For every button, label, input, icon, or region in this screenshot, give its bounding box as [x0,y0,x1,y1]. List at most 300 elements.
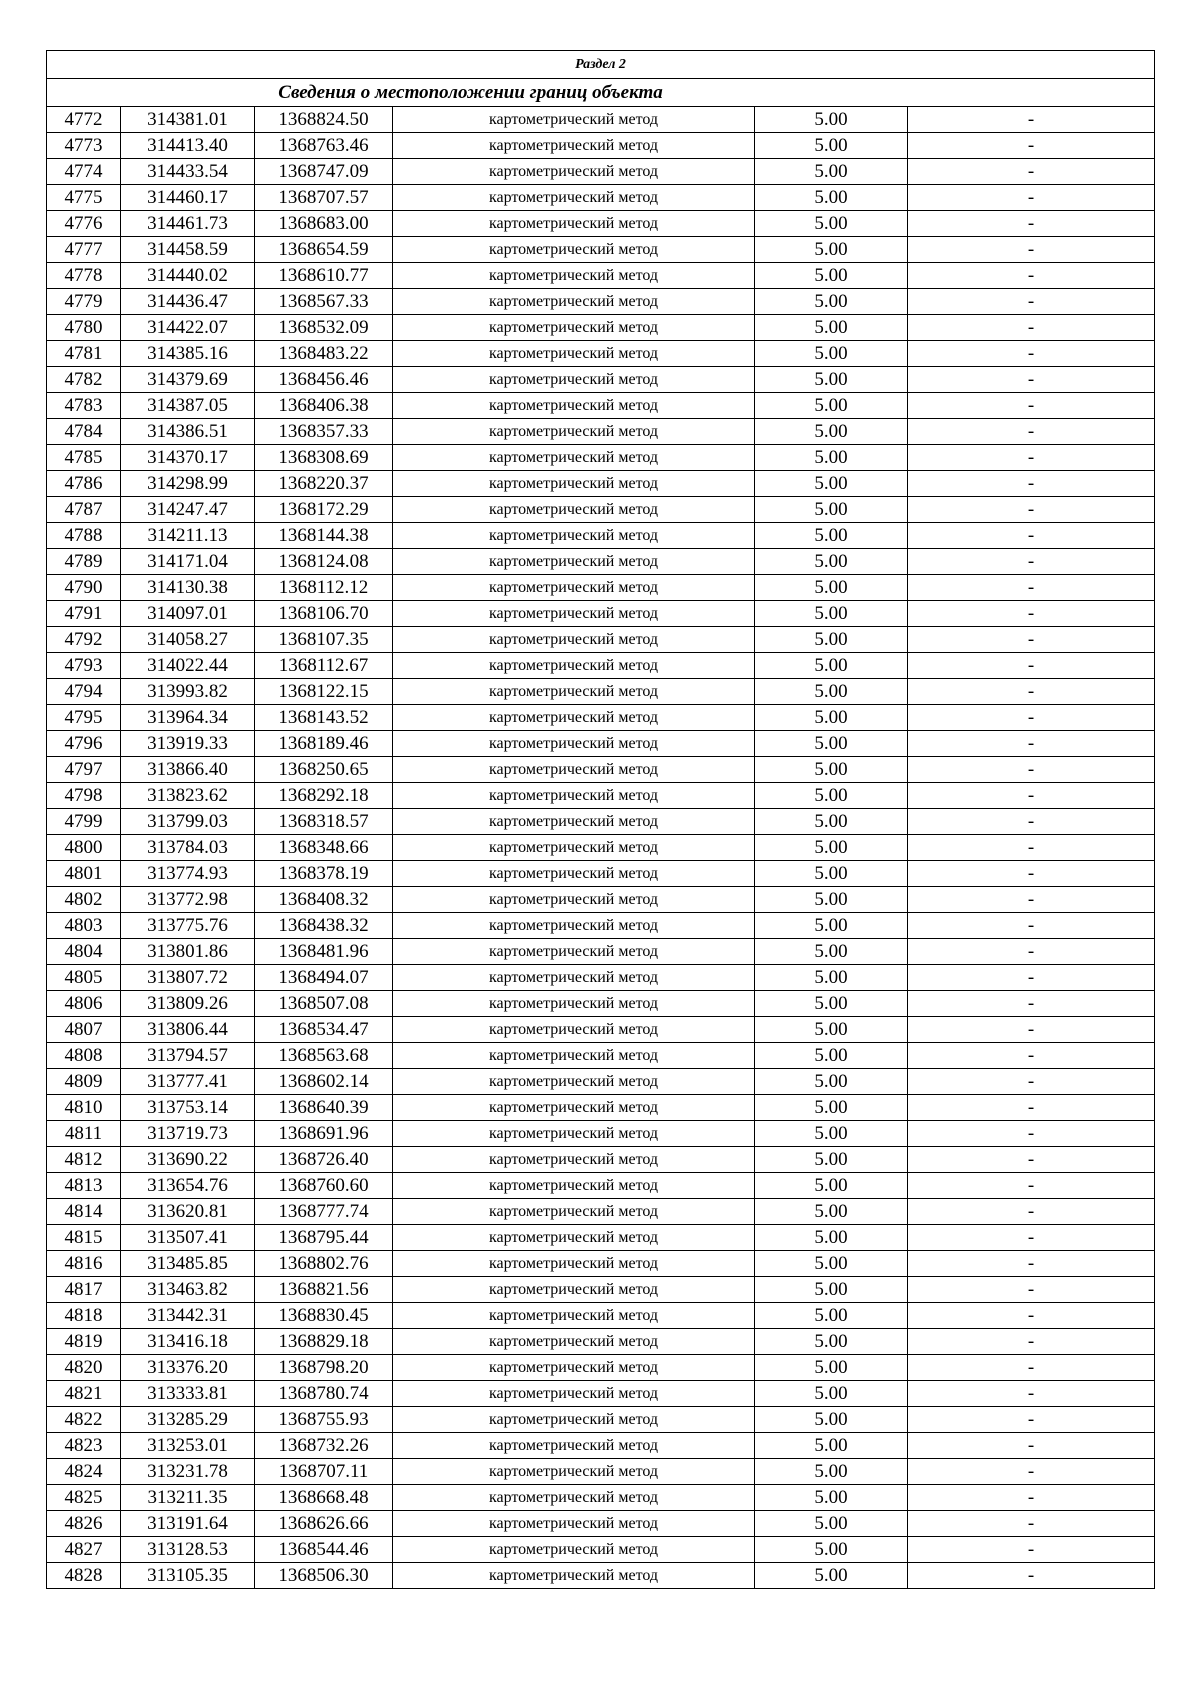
x-coordinate-cell: 313801.86 [121,939,255,965]
y-coordinate-cell: 1368172.29 [255,497,393,523]
y-coordinate-cell: 1368308.69 [255,445,393,471]
point-number-cell: 4776 [47,211,121,237]
method-cell: картометрический метод [393,1225,755,1251]
y-coordinate-cell: 1368112.12 [255,575,393,601]
table-row [47,679,1155,705]
point-number-cell: 4796 [47,731,121,757]
accuracy-cell: 5.00 [755,1485,908,1511]
x-coordinate-cell: 313919.33 [121,731,255,757]
y-coordinate-cell: 1368795.44 [255,1225,393,1251]
description-cell: - [908,1017,1155,1043]
accuracy-cell: 5.00 [755,237,908,263]
method-cell: картометрический метод [393,1069,755,1095]
description-cell: - [908,1277,1155,1303]
y-coordinate-cell: 1368798.20 [255,1355,393,1381]
x-coordinate-cell: 314370.17 [121,445,255,471]
y-coordinate-cell: 1368763.46 [255,133,393,159]
description-cell: - [908,939,1155,965]
table-row [47,1277,1155,1303]
method-cell: картометрический метод [393,289,755,315]
x-coordinate-cell: 314413.40 [121,133,255,159]
accuracy-cell: 5.00 [755,549,908,575]
y-coordinate-cell: 1368507.08 [255,991,393,1017]
x-coordinate-cell: 314458.59 [121,237,255,263]
y-coordinate-cell: 1368760.60 [255,1173,393,1199]
x-coordinate-cell: 313285.29 [121,1407,255,1433]
point-number-cell: 4781 [47,341,121,367]
point-number-cell: 4815 [47,1225,121,1251]
table-row [47,1329,1155,1355]
accuracy-cell: 5.00 [755,861,908,887]
table-row [47,1459,1155,1485]
table-row [47,757,1155,783]
x-coordinate-cell: 314381.01 [121,107,255,133]
description-cell: - [908,913,1155,939]
description-cell: - [908,575,1155,601]
x-coordinate-cell: 313775.76 [121,913,255,939]
table-row [47,315,1155,341]
y-coordinate-cell: 1368802.76 [255,1251,393,1277]
method-cell: картометрический метод [393,393,755,419]
accuracy-cell: 5.00 [755,1225,908,1251]
description-cell: - [908,679,1155,705]
y-coordinate-cell: 1368610.77 [255,263,393,289]
description-cell: - [908,263,1155,289]
coordinates-table [46,50,1155,1589]
x-coordinate-cell: 314387.05 [121,393,255,419]
x-coordinate-cell: 313823.62 [121,783,255,809]
description-cell: - [908,809,1155,835]
x-coordinate-cell: 313799.03 [121,809,255,835]
table-row [47,445,1155,471]
y-coordinate-cell: 1368707.57 [255,185,393,211]
accuracy-cell: 5.00 [755,1303,908,1329]
x-coordinate-cell: 313794.57 [121,1043,255,1069]
point-number-cell: 4805 [47,965,121,991]
point-number-cell: 4809 [47,1069,121,1095]
x-coordinate-cell: 314433.54 [121,159,255,185]
x-coordinate-cell: 313231.78 [121,1459,255,1485]
point-number-cell: 4820 [47,1355,121,1381]
accuracy-cell: 5.00 [755,1173,908,1199]
description-cell: - [908,1043,1155,1069]
point-number-cell: 4799 [47,809,121,835]
y-coordinate-cell: 1368780.74 [255,1381,393,1407]
method-cell: картометрический метод [393,497,755,523]
accuracy-cell: 5.00 [755,965,908,991]
point-number-cell: 4789 [47,549,121,575]
description-cell: - [908,523,1155,549]
point-number-cell: 4800 [47,835,121,861]
table-row [47,367,1155,393]
accuracy-cell: 5.00 [755,913,908,939]
accuracy-cell: 5.00 [755,393,908,419]
method-cell: картометрический метод [393,887,755,913]
method-cell: картометрический метод [393,133,755,159]
accuracy-cell: 5.00 [755,1563,908,1589]
method-cell: картометрический метод [393,965,755,991]
method-cell: картометрический метод [393,835,755,861]
x-coordinate-cell: 313993.82 [121,679,255,705]
method-cell: картометрический метод [393,419,755,445]
y-coordinate-cell: 1368143.52 [255,705,393,731]
accuracy-cell: 5.00 [755,289,908,315]
method-cell: картометрический метод [393,627,755,653]
table-row [47,1407,1155,1433]
point-number-cell: 4778 [47,263,121,289]
point-number-cell: 4783 [47,393,121,419]
point-number-cell: 4822 [47,1407,121,1433]
table-row [47,185,1155,211]
y-coordinate-cell: 1368438.32 [255,913,393,939]
x-coordinate-cell: 314436.47 [121,289,255,315]
table-row [47,549,1155,575]
point-number-cell: 4828 [47,1563,121,1589]
table-row [47,575,1155,601]
table-row [47,991,1155,1017]
y-coordinate-cell: 1368534.47 [255,1017,393,1043]
table-row [47,1017,1155,1043]
description-cell: - [908,497,1155,523]
accuracy-cell: 5.00 [755,1095,908,1121]
description-cell: - [908,1537,1155,1563]
accuracy-cell: 5.00 [755,1459,908,1485]
method-cell: картометрический метод [393,341,755,367]
x-coordinate-cell: 313809.26 [121,991,255,1017]
description-cell: - [908,237,1155,263]
table-row [47,653,1155,679]
table-row [47,211,1155,237]
table-row [47,497,1155,523]
accuracy-cell: 5.00 [755,211,908,237]
x-coordinate-cell: 313105.35 [121,1563,255,1589]
y-coordinate-cell: 1368683.00 [255,211,393,237]
x-coordinate-cell: 314379.69 [121,367,255,393]
point-number-cell: 4807 [47,1017,121,1043]
accuracy-cell: 5.00 [755,575,908,601]
method-cell: картометрический метод [393,1355,755,1381]
table-row [47,1121,1155,1147]
y-coordinate-cell: 1368824.50 [255,107,393,133]
table-row [47,1303,1155,1329]
x-coordinate-cell: 313807.72 [121,965,255,991]
point-number-cell: 4803 [47,913,121,939]
description-cell: - [908,549,1155,575]
point-number-cell: 4794 [47,679,121,705]
x-coordinate-cell: 314171.04 [121,549,255,575]
point-number-cell: 4772 [47,107,121,133]
accuracy-cell: 5.00 [755,1069,908,1095]
description-cell: - [908,1199,1155,1225]
table-row [47,1069,1155,1095]
x-coordinate-cell: 314460.17 [121,185,255,211]
point-number-cell: 4801 [47,861,121,887]
method-cell: картометрический метод [393,1251,755,1277]
method-cell: картометрический метод [393,757,755,783]
table-row [47,263,1155,289]
accuracy-cell: 5.00 [755,523,908,549]
accuracy-cell: 5.00 [755,1121,908,1147]
table-row [47,783,1155,809]
accuracy-cell: 5.00 [755,783,908,809]
description-cell: - [908,1381,1155,1407]
table-row [47,523,1155,549]
point-number-cell: 4819 [47,1329,121,1355]
description-cell: - [908,627,1155,653]
x-coordinate-cell: 314130.38 [121,575,255,601]
accuracy-cell: 5.00 [755,939,908,965]
table-row [47,1381,1155,1407]
y-coordinate-cell: 1368830.45 [255,1303,393,1329]
table-row [47,289,1155,315]
description-cell: - [908,835,1155,861]
x-coordinate-cell: 313690.22 [121,1147,255,1173]
point-number-cell: 4816 [47,1251,121,1277]
table-row [47,1251,1155,1277]
point-number-cell: 4802 [47,887,121,913]
x-coordinate-cell: 313654.76 [121,1173,255,1199]
description-cell: - [908,133,1155,159]
method-cell: картометрический метод [393,445,755,471]
y-coordinate-cell: 1368707.11 [255,1459,393,1485]
point-number-cell: 4808 [47,1043,121,1069]
y-coordinate-cell: 1368602.14 [255,1069,393,1095]
description-cell: - [908,1459,1155,1485]
point-number-cell: 4823 [47,1433,121,1459]
description-cell: - [908,1225,1155,1251]
point-number-cell: 4814 [47,1199,121,1225]
point-number-cell: 4812 [47,1147,121,1173]
method-cell: картометрический метод [393,1459,755,1485]
accuracy-cell: 5.00 [755,1251,908,1277]
y-coordinate-cell: 1368318.57 [255,809,393,835]
y-coordinate-cell: 1368563.68 [255,1043,393,1069]
table-row [47,1147,1155,1173]
y-coordinate-cell: 1368777.74 [255,1199,393,1225]
table-row [47,939,1155,965]
description-cell: - [908,1121,1155,1147]
table-row [47,1173,1155,1199]
table-row [47,731,1155,757]
description-cell: - [908,367,1155,393]
x-coordinate-cell: 313211.35 [121,1485,255,1511]
y-coordinate-cell: 1368220.37 [255,471,393,497]
method-cell: картометрический метод [393,1329,755,1355]
x-coordinate-cell: 313784.03 [121,835,255,861]
x-coordinate-cell: 313753.14 [121,1095,255,1121]
description-cell: - [908,861,1155,887]
table-row [47,1225,1155,1251]
point-number-cell: 4817 [47,1277,121,1303]
accuracy-cell: 5.00 [755,731,908,757]
method-cell: картометрический метод [393,939,755,965]
point-number-cell: 4775 [47,185,121,211]
section-row [47,51,1155,79]
point-number-cell: 4795 [47,705,121,731]
point-number-cell: 4791 [47,601,121,627]
x-coordinate-cell: 313866.40 [121,757,255,783]
table-row [47,887,1155,913]
description-cell: - [908,1303,1155,1329]
accuracy-cell: 5.00 [755,991,908,1017]
table-row [47,1355,1155,1381]
method-cell: картометрический метод [393,913,755,939]
y-coordinate-cell: 1368378.19 [255,861,393,887]
method-cell: картометрический метод [393,1121,755,1147]
method-cell: картометрический метод [393,1537,755,1563]
method-cell: картометрический метод [393,653,755,679]
accuracy-cell: 5.00 [755,835,908,861]
method-cell: картометрический метод [393,1407,755,1433]
x-coordinate-cell: 314386.51 [121,419,255,445]
point-number-cell: 4804 [47,939,121,965]
description-cell: - [908,445,1155,471]
accuracy-cell: 5.00 [755,419,908,445]
point-number-cell: 4793 [47,653,121,679]
description-cell: - [908,1433,1155,1459]
y-coordinate-cell: 1368494.07 [255,965,393,991]
x-coordinate-cell: 313774.93 [121,861,255,887]
method-cell: картометрический метод [393,861,755,887]
method-cell: картометрический метод [393,315,755,341]
method-cell: картометрический метод [393,1511,755,1537]
method-cell: картометрический метод [393,159,755,185]
point-number-cell: 4825 [47,1485,121,1511]
y-coordinate-cell: 1368626.66 [255,1511,393,1537]
method-cell: картометрический метод [393,1381,755,1407]
description-cell: - [908,419,1155,445]
x-coordinate-cell: 313333.81 [121,1381,255,1407]
y-coordinate-cell: 1368506.30 [255,1563,393,1589]
method-cell: картометрический метод [393,1173,755,1199]
accuracy-cell: 5.00 [755,601,908,627]
description-cell: - [908,1355,1155,1381]
point-number-cell: 4824 [47,1459,121,1485]
method-cell: картометрический метод [393,1485,755,1511]
description-cell: - [908,1147,1155,1173]
title-row [47,79,1155,107]
description-cell: - [908,1173,1155,1199]
method-cell: картометрический метод [393,1095,755,1121]
description-cell: - [908,1329,1155,1355]
table-row [47,913,1155,939]
y-coordinate-cell: 1368348.66 [255,835,393,861]
y-coordinate-cell: 1368821.56 [255,1277,393,1303]
x-coordinate-cell: 314422.07 [121,315,255,341]
point-number-cell: 4821 [47,1381,121,1407]
y-coordinate-cell: 1368122.15 [255,679,393,705]
y-coordinate-cell: 1368144.38 [255,523,393,549]
accuracy-cell: 5.00 [755,1407,908,1433]
description-cell: - [908,471,1155,497]
x-coordinate-cell: 313253.01 [121,1433,255,1459]
accuracy-cell: 5.00 [755,471,908,497]
y-coordinate-cell: 1368408.32 [255,887,393,913]
table-row [47,1043,1155,1069]
table-row [47,861,1155,887]
description-cell: - [908,1095,1155,1121]
method-cell: картометрический метод [393,107,755,133]
table-row [47,705,1155,731]
y-coordinate-cell: 1368544.46 [255,1537,393,1563]
x-coordinate-cell: 313442.31 [121,1303,255,1329]
accuracy-cell: 5.00 [755,1147,908,1173]
description-cell: - [908,393,1155,419]
description-cell: - [908,783,1155,809]
x-coordinate-cell: 313485.85 [121,1251,255,1277]
table-row [47,1199,1155,1225]
description-cell: - [908,991,1155,1017]
x-coordinate-cell: 314385.16 [121,341,255,367]
x-coordinate-cell: 313772.98 [121,887,255,913]
y-coordinate-cell: 1368755.93 [255,1407,393,1433]
point-number-cell: 4790 [47,575,121,601]
table-row [47,809,1155,835]
x-coordinate-cell: 314440.02 [121,263,255,289]
method-cell: картометрический метод [393,575,755,601]
point-number-cell: 4810 [47,1095,121,1121]
accuracy-cell: 5.00 [755,1043,908,1069]
table-row [47,1511,1155,1537]
y-coordinate-cell: 1368567.33 [255,289,393,315]
y-coordinate-cell: 1368640.39 [255,1095,393,1121]
accuracy-cell: 5.00 [755,1329,908,1355]
x-coordinate-cell: 313620.81 [121,1199,255,1225]
point-number-cell: 4826 [47,1511,121,1537]
accuracy-cell: 5.00 [755,133,908,159]
section-label: Раздел 2 [47,51,1155,79]
point-number-cell: 4784 [47,419,121,445]
point-number-cell: 4774 [47,159,121,185]
point-number-cell: 4779 [47,289,121,315]
method-cell: картометрический метод [393,1043,755,1069]
method-cell: картометрический метод [393,185,755,211]
accuracy-cell: 5.00 [755,367,908,393]
y-coordinate-cell: 1368250.65 [255,757,393,783]
accuracy-cell: 5.00 [755,1199,908,1225]
y-coordinate-cell: 1368483.22 [255,341,393,367]
method-cell: картометрический метод [393,1303,755,1329]
point-number-cell: 4827 [47,1537,121,1563]
x-coordinate-cell: 314058.27 [121,627,255,653]
description-cell: - [908,887,1155,913]
description-cell: - [908,1251,1155,1277]
method-cell: картометрический метод [393,1017,755,1043]
accuracy-cell: 5.00 [755,887,908,913]
description-cell: - [908,705,1155,731]
y-coordinate-cell: 1368691.96 [255,1121,393,1147]
y-coordinate-cell: 1368112.67 [255,653,393,679]
point-number-cell: 4773 [47,133,121,159]
point-number-cell: 4787 [47,497,121,523]
description-cell: - [908,341,1155,367]
y-coordinate-cell: 1368726.40 [255,1147,393,1173]
description-cell: - [908,1511,1155,1537]
table-row [47,1485,1155,1511]
point-number-cell: 4806 [47,991,121,1017]
x-coordinate-cell: 313376.20 [121,1355,255,1381]
y-coordinate-cell: 1368732.26 [255,1433,393,1459]
point-number-cell: 4792 [47,627,121,653]
table-row [47,471,1155,497]
accuracy-cell: 5.00 [755,627,908,653]
accuracy-cell: 5.00 [755,159,908,185]
y-coordinate-cell: 1368357.33 [255,419,393,445]
x-coordinate-cell: 313964.34 [121,705,255,731]
table-row [47,1095,1155,1121]
y-coordinate-cell: 1368292.18 [255,783,393,809]
accuracy-cell: 5.00 [755,757,908,783]
